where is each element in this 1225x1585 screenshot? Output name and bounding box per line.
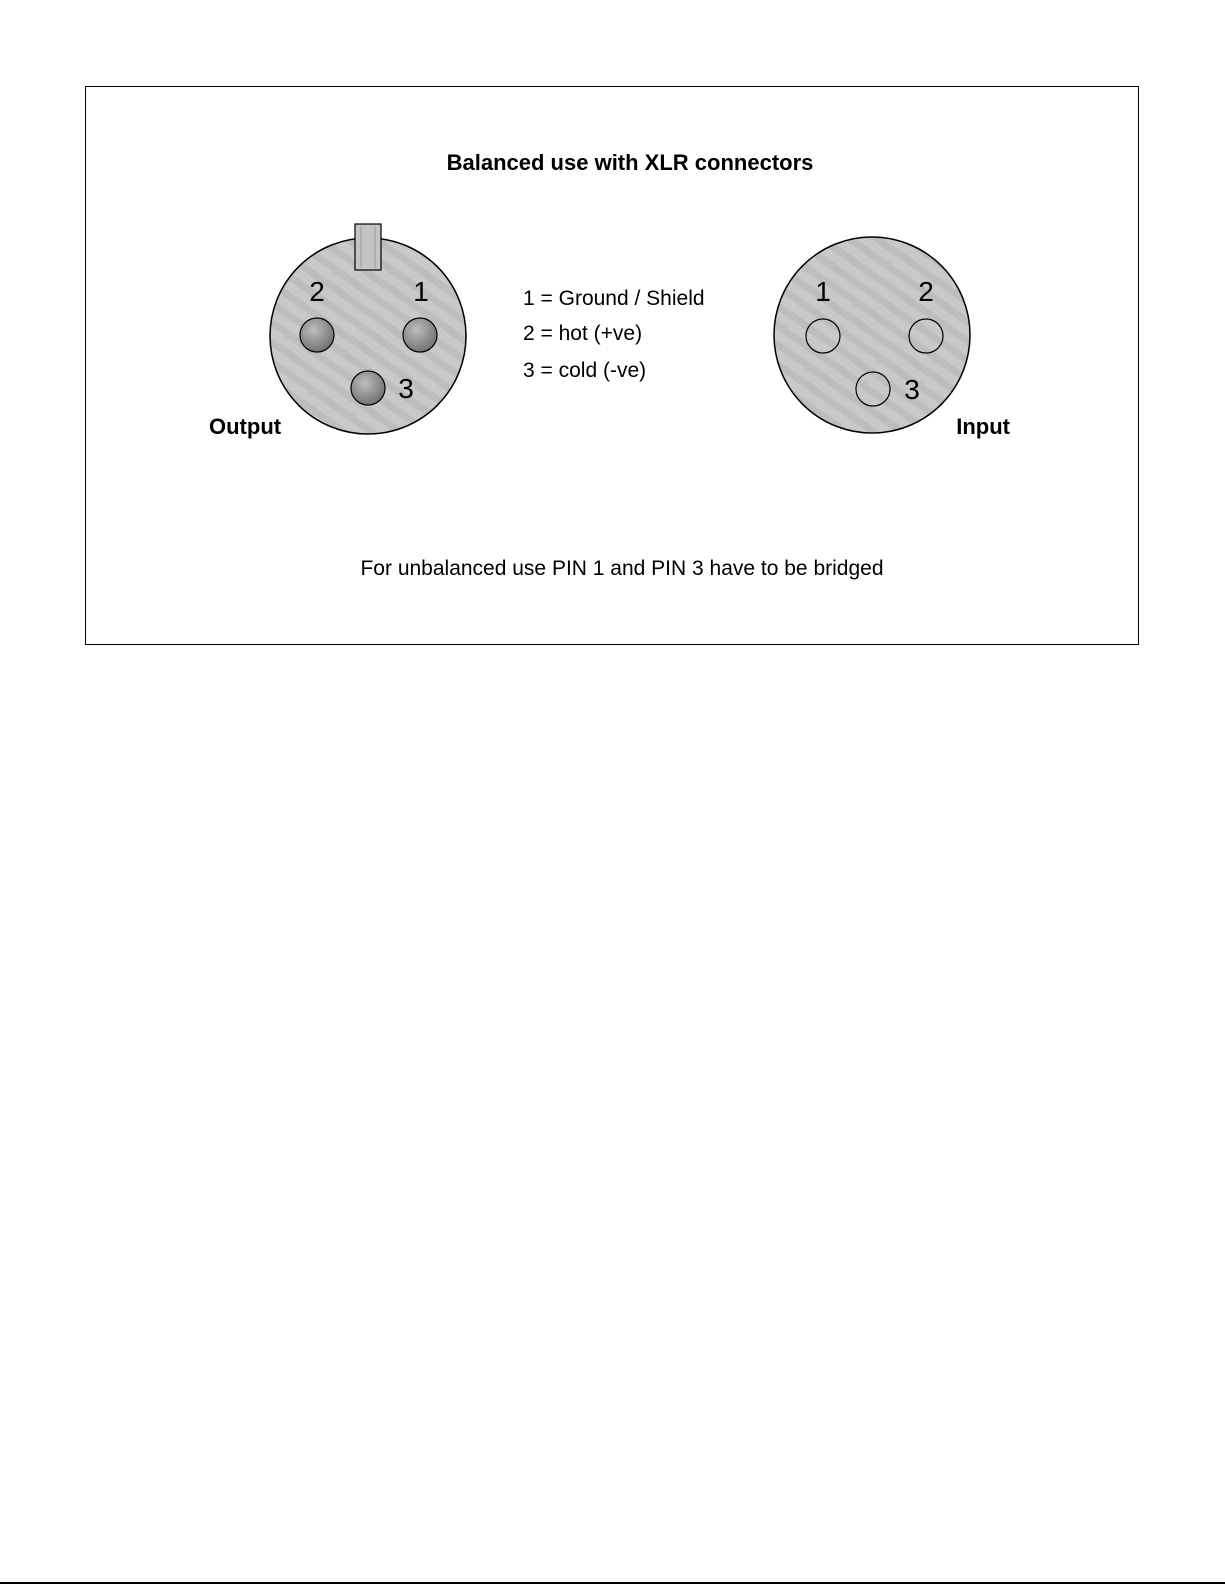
output-connector (209, 224, 466, 439)
unbalanced-note: For unbalanced use PIN 1 and PIN 3 have to be bridged (360, 557, 884, 580)
legend-item-cold: 3 = cold (-ve) (523, 359, 647, 382)
input-connector-body (774, 237, 970, 433)
input-pin-3-label: 3 (904, 374, 920, 405)
input-label: Input (956, 414, 1010, 439)
output-pin-2 (300, 318, 334, 352)
output-pin-1 (403, 318, 437, 352)
legend-item-hot: 2 = hot (+ve) (523, 322, 643, 345)
input-pin-1-label: 1 (815, 276, 831, 307)
output-pin-2-label: 2 (309, 276, 325, 307)
output-latch-tab (355, 224, 381, 270)
output-pin-3 (351, 371, 385, 405)
output-pin-1-label: 1 (413, 276, 429, 307)
page-bottom-rule (0, 1582, 1225, 1584)
output-pin-3-label: 3 (398, 373, 414, 404)
pin-legend (523, 287, 705, 382)
input-pin-2-label: 2 (918, 276, 934, 307)
diagram-title: Balanced use with XLR connectors (446, 150, 814, 175)
output-label: Output (209, 414, 282, 439)
legend-item-ground: 1 = Ground / Shield (523, 287, 705, 310)
input-connector (774, 237, 1011, 439)
